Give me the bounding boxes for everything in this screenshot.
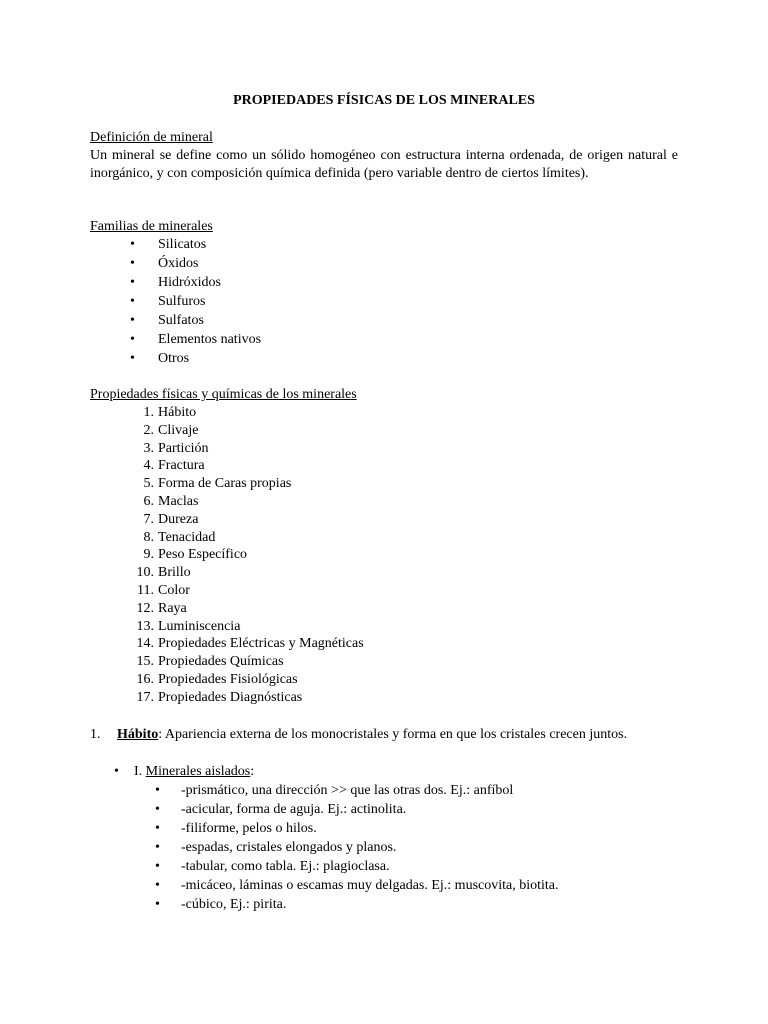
list-item: • -filiforme, pelos o hilos. (155, 820, 559, 839)
familias-heading: Familias de minerales (90, 219, 213, 234)
habito-number: 1. (90, 727, 101, 742)
list-item: • Elementos nativos (90, 331, 261, 350)
list-item: • Otros (90, 350, 261, 369)
list-item: • Silicatos (90, 236, 261, 255)
list-item: • -tabular, como tabla. Ej.: plagioclasa. (155, 858, 559, 877)
propiedades-list (90, 404, 364, 707)
list-item: 3. Partición (143, 440, 209, 456)
list-item: 14. Propiedades Eléctricas y Magnéticas (136, 636, 364, 652)
habito-text: : Apariencia externa de los monocristales y forma en que los cristales crecen juntos. (158, 727, 628, 742)
familias-list (90, 236, 261, 369)
habito-list (155, 782, 559, 915)
minerales-aislados-heading: • I. Minerales aislados: (114, 764, 255, 779)
list-item: 12. Raya (136, 600, 187, 616)
list-item: 11. Color (137, 582, 190, 598)
definicion-text: Un mineral se define como un sólido homogéneo con estructura interna ordenada, de origen natural e inorgánico, y con composición química definida (pero variable dentro de ciertos límites). (90, 148, 678, 181)
list-item: 6. Maclas (143, 493, 199, 509)
list-item: 9. Peso Específico (143, 547, 248, 563)
list-item: 1. Hábito (143, 405, 197, 420)
list-item: • Sulfuros (90, 293, 261, 312)
list-item: • -espadas, cristales elongados y planos. (155, 839, 559, 858)
bullet-icon: • (114, 764, 119, 779)
list-item: 10. Brillo (136, 565, 191, 581)
habito-section (90, 726, 627, 744)
list-item: • -acicular, forma de aguja. Ej.: actinolita. (155, 801, 559, 820)
definicion-heading: Definición de mineral (90, 130, 213, 145)
list-item: • Óxidos (90, 255, 261, 274)
habito-term: Hábito (117, 727, 159, 742)
list-item: 5. Forma de Caras propias (143, 476, 292, 492)
list-item: 13. Luminiscencia (136, 618, 241, 634)
page-title: PROPIEDADES FÍSICAS DE LOS MINERALES (233, 93, 535, 108)
propiedades-heading: Propiedades físicas y químicas de los minerales (90, 387, 357, 402)
list-item: 4. Fractura (143, 458, 205, 474)
list-item: 7. Dureza (143, 511, 199, 527)
list-item: • Sulfatos (90, 312, 261, 331)
list-item: 16. Propiedades Fisiológicas (136, 671, 298, 687)
list-item: • -prismático, una dirección >> que las otras dos. Ej.: anfíbol (155, 782, 559, 801)
list-item: • -micáceo, láminas o escamas muy delgadas. Ej.: muscovita, biotita. (155, 877, 559, 896)
list-item: • -cúbico, Ej.: pirita. (155, 896, 559, 915)
list-item: 15. Propiedades Químicas (136, 654, 284, 670)
list-item: 8. Tenacidad (143, 529, 216, 545)
list-item: 17. Propiedades Diagnósticas (136, 689, 303, 705)
list-item: 2. Clivaje (143, 422, 199, 438)
list-item: • Hidróxidos (90, 274, 261, 293)
